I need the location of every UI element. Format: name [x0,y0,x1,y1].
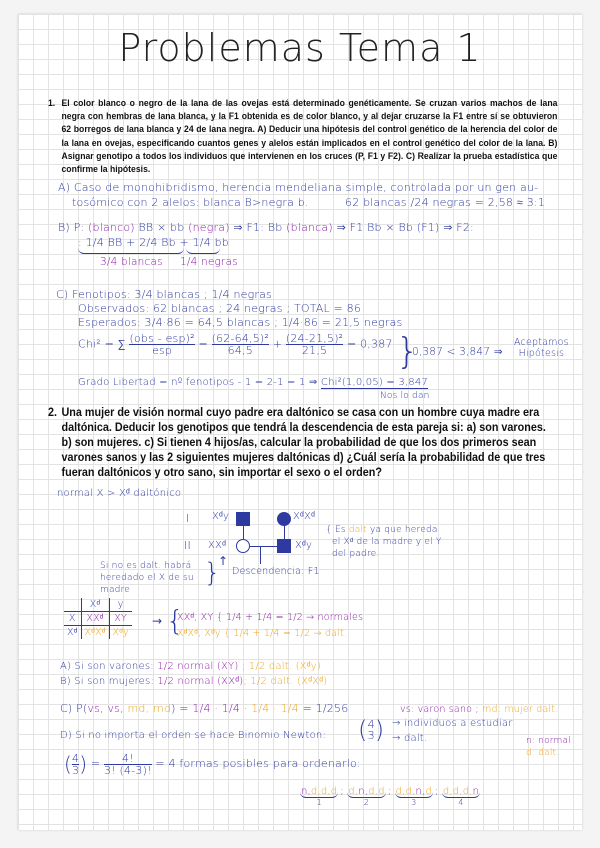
grandmother-genotype: XᵈXᵈ [293,511,316,522]
phenotypes: C) Fenotipos: 3/4 blancas ; 1/4 negras [56,288,272,301]
key-dalt: d: dalt. [526,748,560,758]
problem-2-statement [48,405,557,480]
key-normal: n: normal [526,736,571,746]
fraction [104,753,152,776]
text: 1/2 normal (XXᵈ) [157,676,244,687]
normal-result: XXᵈ, XY { 1/4 + 1/4 = 1/2 → normales [177,612,364,623]
text: n [472,786,480,797]
cell: XXᵈ [81,612,109,626]
fraction [129,333,194,356]
row-header: Xᵈ [64,626,81,640]
text: ; [238,661,249,672]
colorblind-result: XᵈXᵈ, Xᵈy { 1/4 + 1/4 = 1/2 → dalt. [177,628,348,639]
affected-male-symbol [277,539,291,553]
text: 1/4 · 1/4 · [192,702,252,715]
arrow-icon: ↑ [218,554,229,568]
text: 1/2 dalt. (XᵈXᵈ) [250,676,328,687]
text: (24-21,5)² [285,332,344,345]
father-note [326,524,442,560]
text: esp [152,344,173,357]
answer-1a-line1: A) Caso de monohibridismo, herencia mendeliana simple, controlada por un gen au- [58,181,539,194]
brace: { [166,604,184,637]
page-title: Problemas Tema 1 [118,26,482,70]
conclusion [514,337,569,359]
text: Si no es dalt. habrá [100,561,192,571]
problem-number: 1. [48,98,56,109]
father-genotype: Xᵈy [295,540,313,551]
answer-1b-cross [58,221,474,234]
cell: XᵈXᵈ [81,626,109,640]
text: 4 [367,718,375,731]
ordering-1 [300,786,338,808]
text: d,d [368,786,385,797]
binomial-note-1: → individuos a estudiar [392,718,513,729]
text: 21,5 [301,344,328,357]
text: heredado el X de su [100,573,194,583]
arrow-icon: → [152,614,163,628]
text: 1/2 dalt. (Xᵈy) [248,661,321,672]
answer-1b-f2: : 1/4 BB + 2/4 Bb + 1/4 bb [78,236,229,249]
text: Aceptamos [514,337,569,348]
text: d,d,d [310,786,338,797]
ordering-index: 1 [316,798,322,807]
mother-note [100,560,194,596]
comparison: 0,387 < 3,847 ⇒ [412,346,503,358]
mother-genotype: XXᵈ [208,540,227,551]
combination-formula: ( $\frac{4}{3}$ ) = $\frac{4!}{3! (4-3)!}$ = 4 formas posibles para ordenarlo: [64,751,361,777]
row-header: X [64,612,81,626]
affected-male-symbol [236,512,250,526]
fraction [286,333,343,356]
answer-1a-line2: tosómico con 2 alelos: blanca B>negra b. [72,196,309,209]
text: el Xᵈ de la madre y el Y [332,537,442,547]
text: (negra) [188,221,230,234]
text: vs, vs, [87,702,128,715]
text: B) Si son mujeres: [60,676,158,687]
text: Hipótesis [518,348,565,359]
cell: XY [109,612,132,626]
pedigree-line [243,526,244,539]
cell [64,598,81,612]
text: ; [243,676,251,687]
text: d,d, [395,786,416,797]
brace [186,248,220,254]
text: n, [415,786,426,797]
column-header: Xᵈ [81,598,109,612]
text: vs: varon sano ; [400,704,483,715]
observed: Observados: 62 blancas ; 24 negras ; TOTAL = 86 [78,302,362,315]
text: 64,5 [227,344,253,357]
text: 3 [367,729,375,742]
text: d,d,d, [442,786,473,797]
problem-number: 2. [48,405,58,419]
answer-1a-ratio: 62 blancas /24 negras = 2,58 ≈ 3:1 [345,196,546,209]
fraction [212,333,269,356]
text: 3! (4-3)! [104,763,152,777]
given-note: Nos lo dan [380,391,430,401]
answer-2d: D) Si no importa el orden se hace Binomio Newton: [60,730,327,741]
answer-2b [60,676,327,687]
brace [78,248,184,254]
text: n, [301,786,311,797]
offspring-label: Descendencia: F1 [232,566,320,577]
text: = 4 formas posibles para ordenarlo: [155,757,361,770]
text: (obs - esp)² [129,332,195,345]
allele-legend: normal X > Xᵈ daltónico [57,488,182,499]
white-label: 3/4 blancas [100,256,163,268]
text: n, [358,786,369,797]
text: Grado Libertad = nº fenotipos - 1 = 2-1 = 1 ⇒ [78,377,318,388]
binomial-values [368,719,375,741]
text: Chi² = ∑ [78,337,126,351]
binomial-note-2: → dalt. [392,733,428,744]
text: 4! [104,753,152,765]
problem-text: Una mujer de visión normal cuyo padre era daltónico se casa con un hombre cuya madre era daltónica. Deducir los genotipos que tendrá la descendencia de esta pareja si: a) son varones. b) son mujeres. c) Si tienen 4 hijos/as, calcular la probabilidad de que los dos primeros sean varones sanos y las 2 siguientes mujeres daltónicas d) ¿Cuál sería la probabilidad de que tres fueran daltónicos y otro sano, sin importar el sexo o el orden? [61,405,546,479]
text: md, md [127,702,172,715]
text: 4 [72,751,80,765]
problem-1-statement [48,97,557,176]
problem-text: El color blanco o negro de la lana de las ovejas está determinado genéticamente. Se cruzan varios machos de lana negra con hembras de lana blanca, y la F1 obtenida es de color blanco, y al dejar cruzarse la F1 entre sí se obtuvieron 62 borregos de lana blanca y 24 de lana negra. A) Deducir una hipótesis del control genético de la herencia del color de la lana en ovejas, especificando cuantos genes y alelos están implicados en el control genético del color de la lana. B) Asignar genotipo a todos los individuos que intervienen en los cruces (P, F1 y F2). C) Realizar la prueba estadística que confirme la hipótesis. [61,98,558,176]
abbreviation-key [400,704,558,715]
ordering-index: 2 [363,798,370,807]
brace: } [204,558,221,588]
text: = 1/256 [298,702,349,715]
punnett-square [64,598,132,639]
text: { Es [326,525,349,535]
text: ya que hereda [366,525,438,535]
text: C) P( [60,702,88,715]
ordering-index: 4 [458,798,464,807]
text: ) = [171,702,193,715]
text: 1/4 · 1/4 [251,702,299,715]
grandfather-genotype: Xᵈy [212,511,230,522]
text: 1/2 normal (XY) [157,661,239,672]
ordering-3 [395,786,433,808]
answer-2c [60,702,348,715]
column-header: y [109,598,132,612]
text: 3 [72,763,80,777]
ordering-index: 3 [411,798,417,807]
normal-female-symbol [236,539,250,553]
cell: Xᵈy [112,627,129,638]
answer-2a [60,661,321,672]
orderings: n,d,d,d 1 ; d,n,d,d 2 ; d,d,n,d 3 ; d,d,d,n 4 [301,786,480,807]
text: (blanco) [88,221,135,234]
text: ⇒ F1 Bb × Bb (F1) ⇒ F2: [332,221,474,234]
pedigree-line [284,526,285,539]
text: del padre. [332,549,380,559]
expected: Esperados: 3/4·86 = 64,5 blancas ; 1/4·86 = 21,5 negras [78,316,403,329]
affected-female-symbol [277,512,291,526]
black-label: 1/4 negras [180,256,238,268]
text: (62-64,5)² [211,332,270,345]
text: A) Si son varones: [60,661,158,672]
binomial: ( 4 3 ) [358,716,385,744]
text: (blanca) [286,221,333,234]
text: BB × bb [134,221,189,234]
pedigree-line [260,546,261,564]
text: madre [100,585,131,595]
text: ⇒ F1: Bb [229,221,287,234]
pedigree-line [250,546,277,547]
generation-1-label: I [186,512,190,525]
degrees-of-freedom [78,377,428,388]
text: d, [348,786,359,797]
text: dalt [348,525,367,535]
chi-square-formula: Chi² = ∑ $\frac{\text{(obs - esp)²}}{\text{esp}}$ = $\frac{\text{(62-64,5)²}}{64,5}$ + $\frac{\text{(24-21,5)²}}{21,5}$ = 0,387 [78,332,393,357]
brace: } [396,331,419,372]
text: md: mujer dalt. [482,704,559,715]
ordering-2 [347,786,385,808]
text: = 0,387 [347,337,393,351]
text: B) P: [58,221,89,234]
text: d [425,786,432,797]
text: Chi²(1,0,05) = 3,847 [320,377,428,388]
generation-2-label: II [184,539,191,552]
ordering-4 [442,786,480,808]
